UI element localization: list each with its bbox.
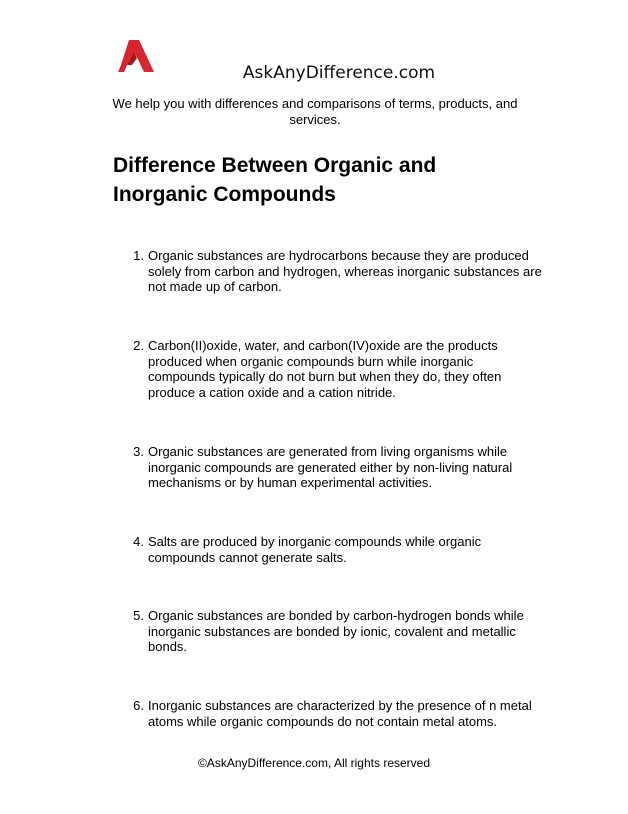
list-item-text: Inorganic substances are characterized by the presence of n metal atoms while organic compounds do not contain metal atoms. [148,698,532,729]
list-item-number: 1. [133,248,144,263]
list-item-text: Carbon(II)oxide, water, and carbon(IV)oxide are the products produced when organic compounds burn while inorganic compounds typically do not burn but when they do, they often produce a cation oxide and a cation nitride. [148,338,502,400]
list-item-number: 5. [133,608,144,623]
list-item-number: 3. [133,444,144,459]
page-title: Difference Between Organic and Inorganic Compounds [113,154,437,206]
list-item-number: 2. [133,338,144,353]
list-item-text: Salts are produced by inorganic compounds while organic compounds cannot generate salts. [148,534,482,565]
list-item-text: Organic substances are bonded by carbon-hydrogen bonds while inorganic substances are bonded by ionic, covalent and metallic bonds. [148,608,524,654]
list-item-number: 6. [133,698,144,713]
site-name: AskAnyDifference.com [242,63,436,83]
list-item-number: 4. [133,534,144,549]
tagline: We help you with differences and comparisons of terms, products, and services. [112,96,518,127]
footer-copyright: ©AskAnyDifference.com, All rights reserved [197,756,431,770]
list-item-text: Organic substances are hydrocarbons because they are produced solely from carbon and hydrogen, whereas inorganic substances are not made up of carbon. [148,248,542,294]
list-item-text: Organic substances are generated from living organisms while inorganic compounds are generated either by non-living natural mechanisms or by human experimental activities. [148,444,513,490]
